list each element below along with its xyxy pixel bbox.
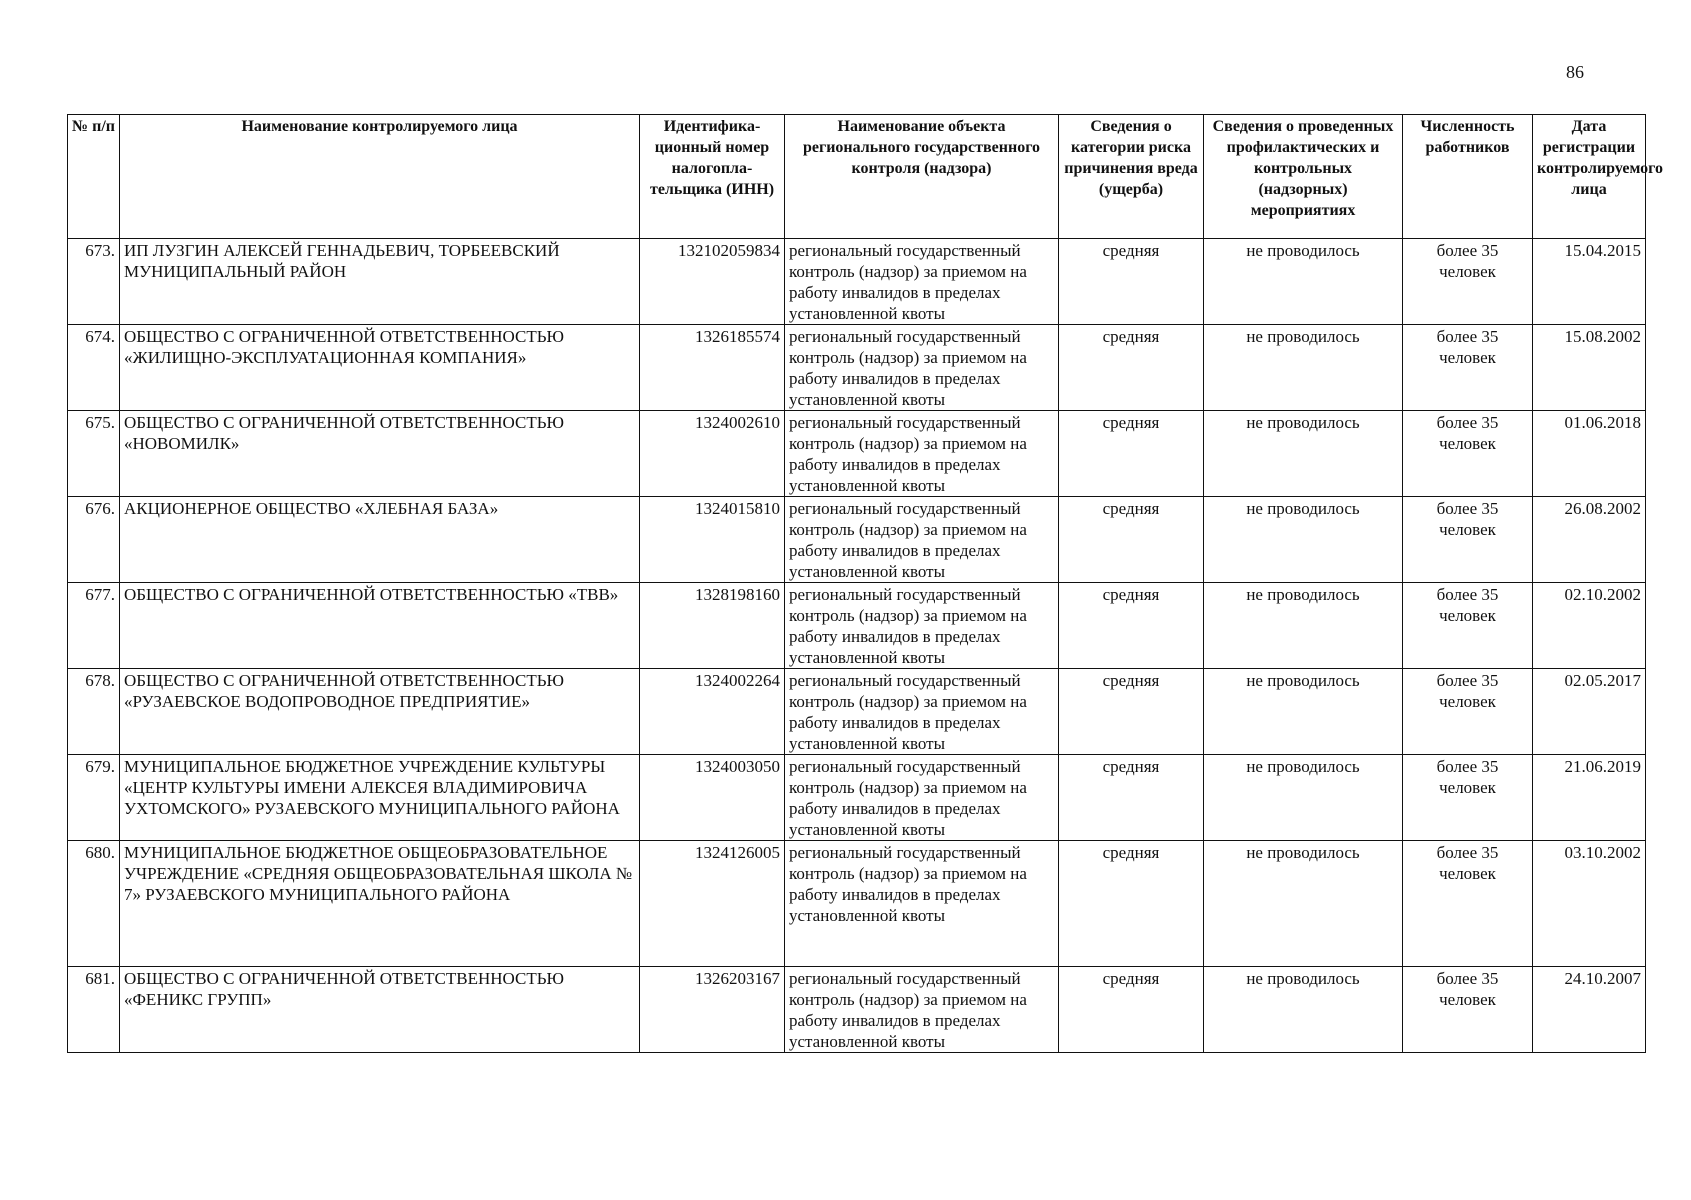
header-events: Сведения о проведенных профилактических и контрольных (надзорных) мероприятиях: [1204, 115, 1403, 239]
cell-risk: средняя: [1059, 755, 1204, 841]
cell-events: не проводилось: [1204, 325, 1403, 411]
cell-object: региональный государственный контроль (надзор) за приемом на работу инвалидов в пределах установленной квоты: [785, 583, 1059, 669]
table-row: [68, 669, 1646, 755]
cell-inn: 1328198160: [640, 583, 785, 669]
cell-staff: более 35 человек: [1403, 669, 1533, 755]
cell-name: ОБЩЕСТВО С ОГРАНИЧЕННОЙ ОТВЕТСТВЕННОСТЬЮ «НОВОМИЛК»: [120, 411, 640, 497]
cell-staff: более 35 человек: [1403, 583, 1533, 669]
cell-risk: средняя: [1059, 841, 1204, 967]
cell-object: региональный государственный контроль (надзор) за приемом на работу инвалидов в пределах установленной квоты: [785, 411, 1059, 497]
cell-date: 26.08.2002: [1533, 497, 1646, 583]
cell-num: 676.: [68, 497, 120, 583]
cell-events: не проводилось: [1204, 755, 1403, 841]
cell-object: региональный государственный контроль (надзор) за приемом на работу инвалидов в пределах установленной квоты: [785, 755, 1059, 841]
cell-object: региональный государственный контроль (надзор) за приемом на работу инвалидов в пределах установленной квоты: [785, 497, 1059, 583]
cell-num: 678.: [68, 669, 120, 755]
cell-risk: средняя: [1059, 967, 1204, 1053]
table-row: [68, 411, 1646, 497]
cell-object: региональный государственный контроль (надзор) за приемом на работу инвалидов в пределах установленной квоты: [785, 967, 1059, 1053]
cell-num: 673.: [68, 239, 120, 325]
cell-name: МУНИЦИПАЛЬНОЕ БЮДЖЕТНОЕ УЧРЕЖДЕНИЕ КУЛЬТУРЫ «ЦЕНТР КУЛЬТУРЫ ИМЕНИ АЛЕКСЕЯ ВЛАДИМИРОВИЧА УХТОМСКОГО» РУЗАЕВСКОГО МУНИЦИПАЛЬНОГО РАЙОНА: [120, 755, 640, 841]
cell-date: 03.10.2002: [1533, 841, 1646, 967]
header-num: № п/п: [68, 115, 120, 239]
cell-name: ОБЩЕСТВО С ОГРАНИЧЕННОЙ ОТВЕТСТВЕННОСТЬЮ «ТВВ»: [120, 583, 640, 669]
cell-inn: 1324126005: [640, 841, 785, 967]
cell-name: ОБЩЕСТВО С ОГРАНИЧЕННОЙ ОТВЕТСТВЕННОСТЬЮ «РУЗАЕВСКОЕ ВОДОПРОВОДНОЕ ПРЕДПРИЯТИЕ»: [120, 669, 640, 755]
cell-risk: средняя: [1059, 239, 1204, 325]
cell-events: не проводилось: [1204, 669, 1403, 755]
cell-staff: более 35 человек: [1403, 841, 1533, 967]
cell-name: ОБЩЕСТВО С ОГРАНИЧЕННОЙ ОТВЕТСТВЕННОСТЬЮ «ЖИЛИЩНО-ЭКСПЛУАТАЦИОННАЯ КОМПАНИЯ»: [120, 325, 640, 411]
cell-inn: 1324003050: [640, 755, 785, 841]
cell-staff: более 35 человек: [1403, 239, 1533, 325]
cell-name: ОБЩЕСТВО С ОГРАНИЧЕННОЙ ОТВЕТСТВЕННОСТЬЮ «ФЕНИКС ГРУПП»: [120, 967, 640, 1053]
cell-inn: 1324002264: [640, 669, 785, 755]
cell-inn: 1324015810: [640, 497, 785, 583]
registry-table: [67, 114, 1664, 1053]
table-row: [68, 583, 1646, 669]
cell-object: региональный государственный контроль (надзор) за приемом на работу инвалидов в пределах установленной квоты: [785, 669, 1059, 755]
header-object: Наименование объекта регионального государственного контроля (надзора): [785, 115, 1059, 239]
cell-events: не проводилось: [1204, 583, 1403, 669]
cell-events: не проводилось: [1204, 239, 1403, 325]
cell-risk: средняя: [1059, 583, 1204, 669]
cell-date: 02.05.2017: [1533, 669, 1646, 755]
table-row: [68, 239, 1646, 325]
cell-events: не проводилось: [1204, 967, 1403, 1053]
cell-staff: более 35 человек: [1403, 411, 1533, 497]
cell-date: 24.10.2007: [1533, 967, 1646, 1053]
cell-num: 680.: [68, 841, 120, 967]
cell-num: 681.: [68, 967, 120, 1053]
table-row: [68, 841, 1646, 967]
table-row: [68, 967, 1646, 1053]
table-row: [68, 497, 1646, 583]
cell-name: МУНИЦИПАЛЬНОЕ БЮДЖЕТНОЕ ОБЩЕОБРАЗОВАТЕЛЬНОЕ УЧРЕЖДЕНИЕ «СРЕДНЯЯ ОБЩЕОБРАЗОВАТЕЛЬНАЯ ШКОЛА № 7» РУЗАЕВСКОГО МУНИЦИПАЛЬНОГО РАЙОНА: [120, 841, 640, 967]
cell-staff: более 35 человек: [1403, 967, 1533, 1053]
cell-staff: более 35 человек: [1403, 325, 1533, 411]
table-body: [68, 239, 1646, 1053]
cell-date: 01.06.2018: [1533, 411, 1646, 497]
table-row: [68, 755, 1646, 841]
cell-name: ИП ЛУЗГИН АЛЕКСЕЙ ГЕННАДЬЕВИЧ, ТОРБЕЕВСКИЙ МУНИЦИПАЛЬНЫЙ РАЙОН: [120, 239, 640, 325]
cell-date: 15.08.2002: [1533, 325, 1646, 411]
table-row: [68, 325, 1646, 411]
cell-events: не проводилось: [1204, 497, 1403, 583]
cell-risk: средняя: [1059, 325, 1204, 411]
cell-inn: 1324002610: [640, 411, 785, 497]
cell-events: не проводилось: [1204, 841, 1403, 967]
cell-date: 02.10.2002: [1533, 583, 1646, 669]
cell-date: 15.04.2015: [1533, 239, 1646, 325]
page-number: 86: [1566, 62, 1584, 82]
cell-risk: средняя: [1059, 411, 1204, 497]
header-name: Наименование контролируемого лица: [120, 115, 640, 239]
cell-inn: 132102059834: [640, 239, 785, 325]
cell-inn: 1326203167: [640, 967, 785, 1053]
header-inn: Идентифика-ционный номер налогопла-тельщика (ИНН): [640, 115, 785, 239]
header-date: Дата регистрации контролируемого лица: [1533, 115, 1646, 239]
cell-risk: средняя: [1059, 497, 1204, 583]
cell-inn: 1326185574: [640, 325, 785, 411]
cell-date: 21.06.2019: [1533, 755, 1646, 841]
cell-object: региональный государственный контроль (надзор) за приемом на работу инвалидов в пределах установленной квоты: [785, 325, 1059, 411]
cell-name: АКЦИОНЕРНОЕ ОБЩЕСТВО «ХЛЕБНАЯ БАЗА»: [120, 497, 640, 583]
cell-object: региональный государственный контроль (надзор) за приемом на работу инвалидов в пределах установленной квоты: [785, 239, 1059, 325]
table-header-row: [68, 115, 1646, 239]
cell-num: 679.: [68, 755, 120, 841]
header-risk: Сведения о категории риска причинения вреда (ущерба): [1059, 115, 1204, 239]
cell-staff: более 35 человек: [1403, 497, 1533, 583]
cell-num: 677.: [68, 583, 120, 669]
cell-risk: средняя: [1059, 669, 1204, 755]
cell-num: 674.: [68, 325, 120, 411]
cell-object: региональный государственный контроль (надзор) за приемом на работу инвалидов в пределах установленной квоты: [785, 841, 1059, 967]
header-staff: Численность работников: [1403, 115, 1533, 239]
cell-num: 675.: [68, 411, 120, 497]
cell-events: не проводилось: [1204, 411, 1403, 497]
cell-staff: более 35 человек: [1403, 755, 1533, 841]
